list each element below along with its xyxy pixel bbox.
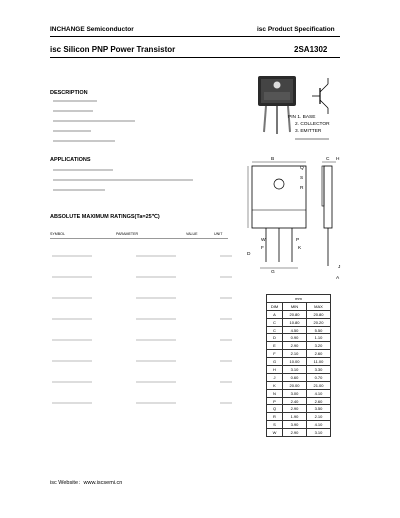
col-value: VALUE [186,232,198,236]
dim-letter-cell: K [267,381,283,389]
dim-letter-cell: N [267,389,283,397]
ratings-heading: ABSOLUTE MAXIMUM RATINGS(Ta=25℃) [50,214,160,220]
dim-letter-h: H [336,157,340,162]
min-cell: 2.40 [283,397,307,405]
dim-letter-cell: D [267,334,283,342]
ratings-rule [50,238,228,239]
table-row [267,318,331,326]
dim-letter-cell: G [267,358,283,366]
dim-letter-f: F [261,246,264,251]
dim-letter-cell: F [267,350,283,358]
min-cell: 2.10 [283,350,307,358]
min-cell: 3.00 [283,389,307,397]
dims-col-max: MAX [307,302,331,310]
table-row [267,342,331,350]
max-cell: 20.20 [307,318,331,326]
dim-letter-a: A [336,276,340,281]
min-cell: 1.90 [283,413,307,421]
dim-letter-cell: C [267,318,283,326]
footer-website: isc Website：www.iscsemi.cn [50,480,123,486]
dim-letter-cell: Q [267,405,283,413]
applications-faint-lines [53,169,193,191]
dim-letter-c: C [326,157,330,162]
dim-letter-cell: S [267,421,283,429]
min-cell: 0.90 [283,334,307,342]
applications-heading: APPLICATIONS [50,157,91,163]
min-cell: 0.60 [283,373,307,381]
dim-letter-cell: H [267,366,283,374]
dim-letter-j: J [338,265,341,270]
pin1-label: PIN 1. BASE [288,115,316,120]
ratings-faint-rows [52,255,232,404]
max-cell: 2.60 [307,350,331,358]
table-row [267,413,331,421]
table-row [267,334,331,342]
min-cell: 10.00 [283,358,307,366]
col-unit: UNIT [214,232,223,236]
dim-letter-b: B [271,157,275,162]
table-row [267,397,331,405]
table-row [267,373,331,381]
dims-col-min: MIN [283,302,307,310]
max-cell: 3.10 [307,429,331,437]
doc-title: isc Silicon PNP Power Transistor [50,45,176,54]
dim-letter-k: K [298,246,302,251]
col-parameter: PARAMETER [116,232,139,236]
col-symbol: SYMBOL [50,232,65,236]
table-row [267,381,331,389]
table-row [267,326,331,334]
package-code-faint [295,138,329,140]
min-cell: 20.00 [283,381,307,389]
dimensions-table [266,294,331,437]
max-cell: 20.80 [307,310,331,318]
dim-letter-cell: E [267,342,283,350]
dim-letter-cell: W [267,429,283,437]
dim-letter-pan: P [296,238,300,243]
dim-letter-d: D [247,252,251,257]
min-cell: 10.80 [283,318,307,326]
description-faint-lines [53,100,135,142]
min-cell: 20.80 [283,310,307,318]
dim-letter-q: Q [300,166,304,171]
max-cell: 11.00 [307,358,331,366]
package-outline-drawing [246,160,350,280]
dim-letter-s: S [300,176,304,181]
table-row [267,405,331,413]
table-row [267,421,331,429]
max-cell: 2.60 [307,397,331,405]
title-rule [50,57,340,58]
max-cell: 5.50 [307,326,331,334]
dim-letter-cell: P [267,397,283,405]
min-cell: 2.90 [283,342,307,350]
company-name: INCHANGE Semiconductor [50,26,134,33]
table-row [267,429,331,437]
max-cell: 1.10 [307,334,331,342]
table-row [267,358,331,366]
min-cell: 2.90 [283,429,307,437]
max-cell: 0.70 [307,373,331,381]
max-cell: 21.00 [307,381,331,389]
dim-letter-r: R [300,186,304,191]
dim-letter-cell: A [267,310,283,318]
min-cell: 3.10 [283,366,307,374]
table-row [267,366,331,374]
min-cell: 4.50 [283,326,307,334]
max-cell: 3.20 [307,342,331,350]
table-row [267,389,331,397]
pin3-label: 3. EMITTER [295,129,322,134]
header-rule [50,36,340,37]
max-cell: 4.10 [307,421,331,429]
dims-col-dim: DIM [267,302,283,310]
pin2-label: 2. COLLECTOR [295,122,330,127]
min-cell: 2.90 [283,405,307,413]
dim-letter-w: W [261,238,266,243]
dim-letter-g: G [271,270,275,275]
table-row [267,350,331,358]
description-heading: DESCRIPTION [50,90,88,96]
max-cell: 2.10 [307,413,331,421]
part-number: 2SA1302 [294,45,328,54]
dim-letter-cell: R [267,413,283,421]
table-row [267,310,331,318]
min-cell: 3.90 [283,421,307,429]
dim-letter-cell: J [267,373,283,381]
dim-letter-cell: C [267,326,283,334]
max-cell: 3.30 [307,366,331,374]
spec-label: isc Product Specification [257,26,335,33]
max-cell: 4.10 [307,389,331,397]
max-cell: 3.50 [307,405,331,413]
dims-caption: mm [267,295,331,303]
